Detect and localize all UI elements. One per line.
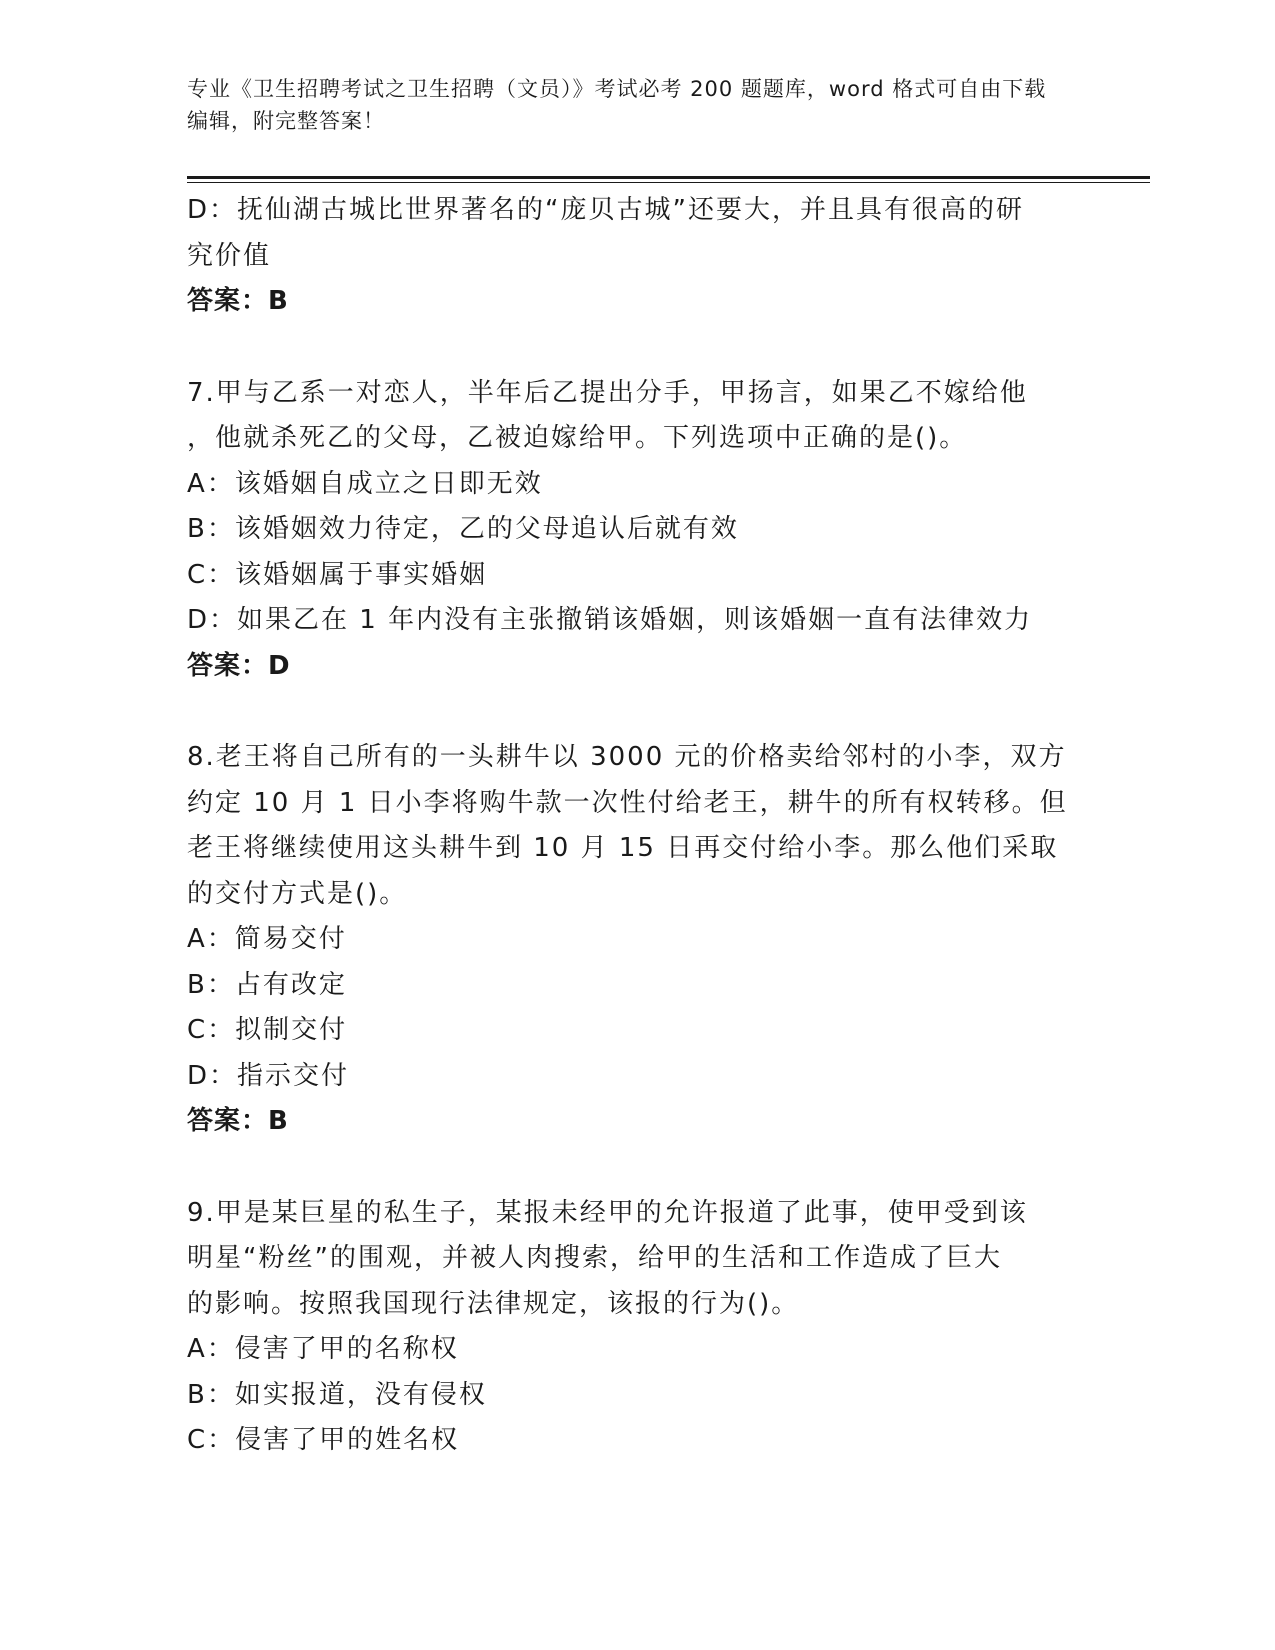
question-stem-continued: 老王将继续使用这头耕牛到 10 月 15 日再交付给小李。那么他们采取 [187, 833, 1059, 863]
document-content [187, 188, 1087, 1464]
answer-label: 答案：D [187, 650, 291, 681]
option-d: D：指示交付 [187, 1060, 350, 1091]
question-stem-continued: 约定 10 月 1 日小李将购牛款一次性付给老王，耕牛的所有权转移。但 [187, 787, 1068, 818]
question-6-tail [187, 188, 1087, 325]
option-d: D：如果乙在 1 年内没有主张撤销该婚姻，则该婚姻一直有法律效力 [187, 605, 1033, 635]
option-d: D：抚仙湖古城比世界著名的“庞贝古城”还要大，并且具有很高的研 [187, 195, 1024, 225]
option-c: C：侵害了甲的姓名权 [187, 1425, 460, 1455]
spacer [187, 325, 1087, 371]
question-stem: 7.甲与乙系一对恋人，半年后乙提出分手，甲扬言，如果乙不嫁给他 [187, 377, 1028, 408]
header-divider-thick [187, 176, 1150, 179]
question-stem-continued: 的交付方式是()。 [187, 878, 408, 909]
option-c: C：该婚姻属于事实婚姻 [187, 559, 488, 590]
option-d-continued: 究价值 [187, 240, 272, 271]
option-b: B：占有改定 [187, 969, 347, 1000]
answer-label: 答案：B [187, 286, 289, 316]
question-stem: 9.甲是某巨星的私生子，某报未经甲的允许报道了此事，使甲受到该 [187, 1197, 1028, 1228]
question-9 [187, 1191, 1087, 1464]
question-stem-continued: 的影响。按照我国现行法律规定，该报的行为()。 [187, 1288, 800, 1319]
option-b: B：该婚姻效力待定，乙的父母追认后就有效 [187, 514, 739, 544]
spacer [187, 1145, 1087, 1191]
question-8 [187, 735, 1087, 1145]
answer-label: 答案：B [187, 1106, 289, 1136]
option-a: A：简易交付 [187, 924, 347, 954]
header-divider-thin [187, 182, 1150, 183]
question-stem-continued: ，他就杀死乙的父母，乙被迫嫁给甲。下列选项中正确的是()。 [187, 423, 968, 453]
option-a: A：侵害了甲的名称权 [187, 1334, 459, 1364]
spacer [187, 689, 1087, 735]
question-stem-continued: 明星“粉丝”的围观，并被人肉搜索，给甲的生活和工作造成了巨大 [187, 1243, 1002, 1273]
option-c: C：拟制交付 [187, 1015, 348, 1045]
option-a: A：该婚姻自成立之日即无效 [187, 468, 543, 499]
option-b: B：如实报道，没有侵权 [187, 1379, 487, 1410]
question-stem: 8.老王将自己所有的一头耕牛以 3000 元的价格卖给邻村的小李，双方 [187, 742, 1067, 772]
document-header: 专业《卫生招聘考试之卫生招聘（文员）》考试必考 200 题题库，word 格式可自由下载编辑，附完整答案！ [187, 77, 1047, 133]
question-7 [187, 371, 1087, 690]
